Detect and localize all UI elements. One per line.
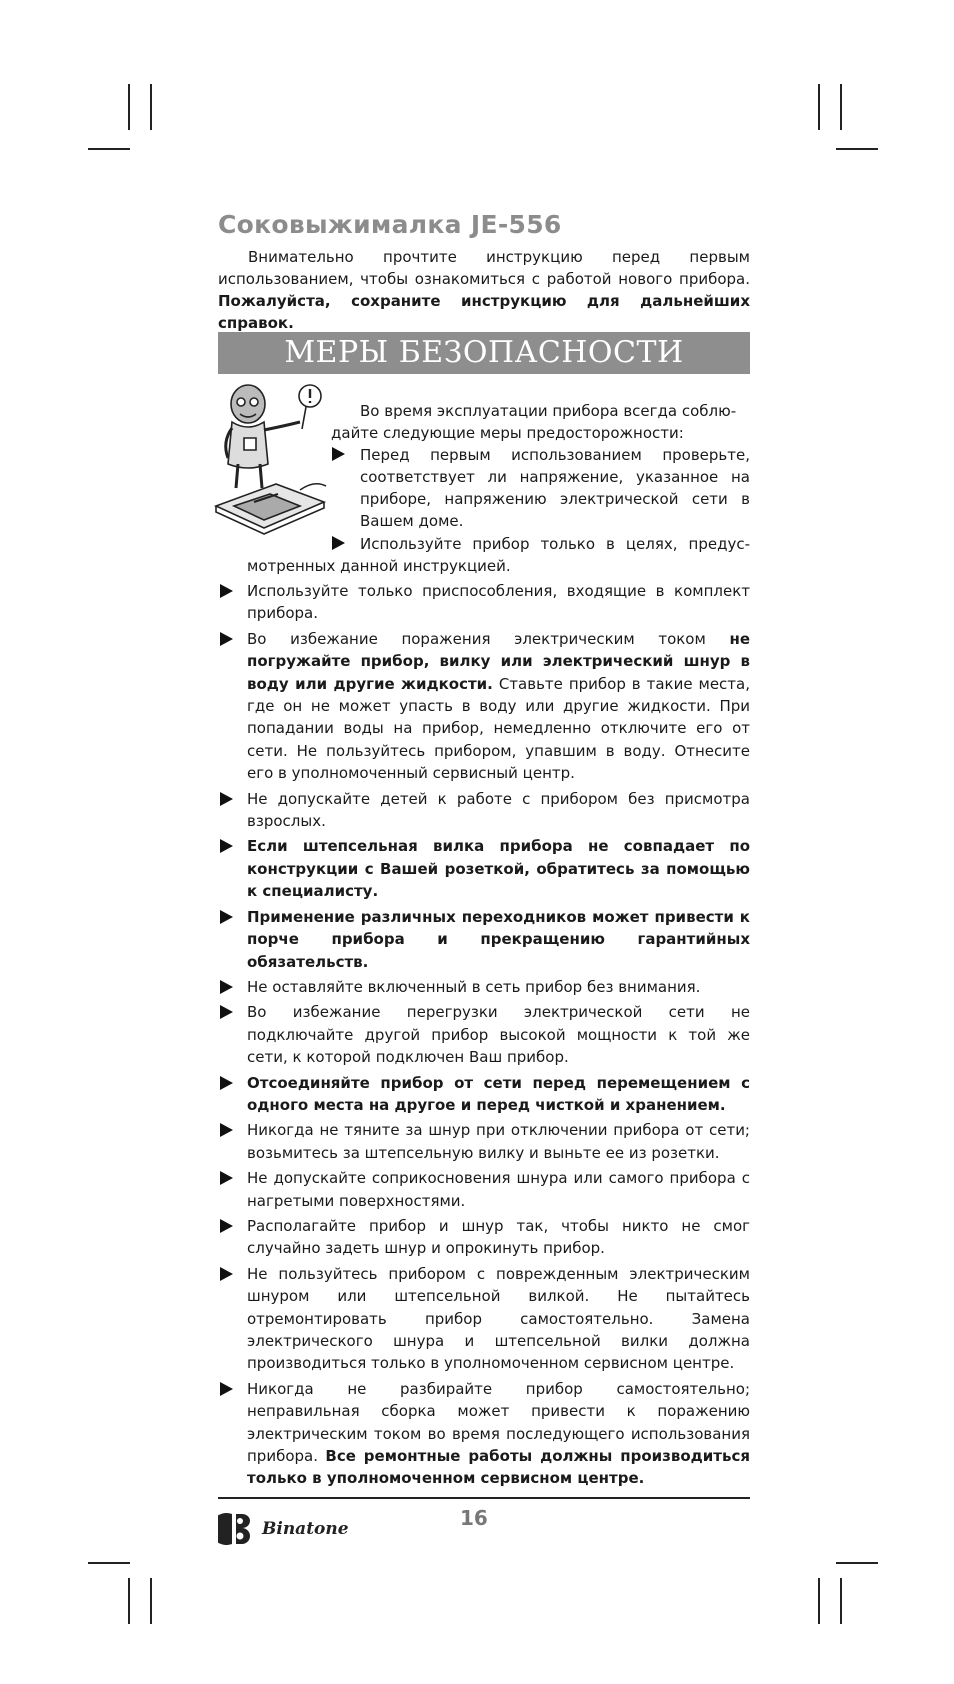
item-text: Ставьте прибор в такие места, где он не может упасть в воду или другие жидкости. При попадании воды на прибор, немедленно отключите его от сети. Не пользуйтесь прибором, упавшим в воду. Отнесите его в уполномоченный сервисный центр. bbox=[247, 674, 751, 783]
item-text: Используйте только приспособления, входящие в комплект прибора. bbox=[247, 582, 750, 623]
bullet-arrow-icon bbox=[220, 1171, 233, 1185]
list-item bbox=[218, 1119, 750, 1164]
footer-rule bbox=[218, 1497, 750, 1499]
list-item bbox=[218, 1001, 750, 1068]
item-text: Не пользуйтесь прибором с поврежденным электрическим шнуром или штепсельной вилкой. Не пытайтесь отремонтировать прибор самостоятельно. Замена электрического шнура и штепсельной вилки должна производиться только в уполномоченном сервисном центре. bbox=[247, 1264, 750, 1373]
bullet-arrow-icon bbox=[220, 1219, 233, 1233]
item-bold-text: Отсоединяйте прибор от сети перед перемещением с одного места на другое и перед чисткой и хранением. bbox=[247, 1073, 750, 1114]
section-banner: МЕРЫ БЕЗОПАСНОСТИ bbox=[218, 332, 750, 374]
lead-line-2: дайте следующие меры предосторожности: bbox=[331, 424, 684, 442]
item-text: Не допускайте соприкосновения шнура или самого прибора с нагретыми поверхностями. bbox=[247, 1169, 750, 1210]
crop-mark bbox=[840, 1578, 842, 1624]
brand-name: Binatone bbox=[262, 1519, 349, 1539]
page-number: 16 bbox=[460, 1506, 488, 1530]
lead-item-2-line: Используйте прибор только в целях, предус- bbox=[360, 535, 750, 553]
lead-item-1-line: Перед первым использованием проверьте, bbox=[360, 446, 750, 464]
item-text: Никогда не тяните за шнур при отключении прибора от сети; возьмитесь за штепсельную вилку и выньте ее из розетки. bbox=[247, 1121, 750, 1162]
crop-mark bbox=[150, 1578, 152, 1624]
list-item bbox=[218, 1072, 750, 1117]
page-title: Соковыжималка JE-556 bbox=[218, 210, 562, 239]
bullet-arrow-icon bbox=[220, 1005, 233, 1019]
bullet-arrow-icon bbox=[220, 792, 233, 806]
warning-figure-illustration bbox=[214, 382, 332, 544]
list-item bbox=[218, 1215, 750, 1260]
bullet-arrow-icon bbox=[220, 1267, 233, 1281]
list-item bbox=[218, 1167, 750, 1212]
list-item bbox=[218, 906, 750, 973]
list-item bbox=[218, 976, 750, 998]
item-text: Во избежание перегрузки электрической сети не подключайте другой прибор высокой мощности к той же сети, к которой подключен Ваш прибор. bbox=[247, 1003, 750, 1067]
crop-mark bbox=[836, 148, 878, 150]
crop-mark bbox=[128, 1578, 130, 1624]
item-text: Располагайте прибор и шнур так, чтобы никто не смог случайно задеть шнур и опрокинуть прибор. bbox=[247, 1216, 750, 1258]
item-bold-text: Если штепсельная вилка прибора не совпадает по конструкции с Вашей розеткой, обратитесь за помощью к специалисту. bbox=[247, 837, 750, 901]
bullet-arrow-icon bbox=[220, 584, 233, 598]
item-text: Не оставляйте включенный в сеть прибор без внимания. bbox=[247, 977, 701, 996]
list-item bbox=[218, 580, 750, 625]
list-item bbox=[218, 1378, 750, 1490]
brand-logo bbox=[218, 1512, 349, 1546]
crop-mark bbox=[818, 84, 820, 130]
crop-mark bbox=[150, 84, 152, 130]
crop-mark bbox=[836, 1562, 878, 1564]
safety-list bbox=[218, 580, 750, 1493]
list-item bbox=[218, 788, 750, 833]
lead-item-2-line: мотренных данной инструкцией. bbox=[247, 557, 511, 575]
item-text: Не допускайте детей к работе с прибором без присмотра взрослых. bbox=[247, 789, 750, 831]
bullet-arrow-icon bbox=[332, 447, 345, 461]
bullet-arrow-icon bbox=[220, 1382, 233, 1396]
bullet-arrow-icon bbox=[332, 536, 345, 550]
list-item bbox=[218, 628, 750, 785]
list-item bbox=[218, 1263, 750, 1375]
list-item bbox=[218, 835, 750, 902]
lead-item-1-line: приборе, напряжению электрической сети в bbox=[360, 490, 750, 508]
item-bold-text: Все ремонтные работы должны производиться только в уполномоченном сервисном центре. bbox=[247, 1447, 750, 1488]
intro-paragraph bbox=[218, 246, 750, 334]
bullet-arrow-icon bbox=[220, 1076, 233, 1090]
item-bold-text: Применение различных переходников может привести к порче прибора и прекращению гарантийных обязательств. bbox=[247, 907, 750, 971]
lead-item-1-line: Вашем доме. bbox=[360, 512, 464, 530]
bullet-arrow-icon bbox=[220, 980, 233, 994]
intro-bold: Пожалуйста, сохраните инструкцию для дальнейших справок. bbox=[218, 292, 750, 332]
binatone-logo-icon bbox=[218, 1512, 258, 1546]
bullet-arrow-icon bbox=[220, 910, 233, 924]
crop-mark bbox=[818, 1578, 820, 1624]
crop-mark bbox=[88, 1562, 130, 1564]
bullet-arrow-icon bbox=[220, 1123, 233, 1137]
item-bold-text: не погружайте прибор, вилку или электрический шнур в воду или другие жидкости. bbox=[247, 629, 750, 693]
item-text: Никогда не разбирайте прибор самостоятельно; неправильная сборка может привести к поражению электрическим током во время последующего использования прибора. bbox=[247, 1379, 750, 1466]
lead-line-1: Во время эксплуатации прибора всегда соблю- bbox=[360, 402, 737, 420]
bullet-arrow-icon bbox=[220, 632, 233, 646]
item-text: Во избежание поражения электрическим током bbox=[247, 629, 730, 648]
crop-mark bbox=[840, 84, 842, 130]
crop-mark bbox=[88, 148, 130, 150]
bullet-arrow-icon bbox=[220, 839, 233, 853]
lead-item-1-line: соответствует ли напряжение, указанное на bbox=[360, 468, 750, 486]
intro-text: Внимательно прочтите инструкцию перед первым использованием, чтобы ознакомиться с работой нового прибора. bbox=[218, 248, 750, 288]
crop-mark bbox=[128, 84, 130, 130]
